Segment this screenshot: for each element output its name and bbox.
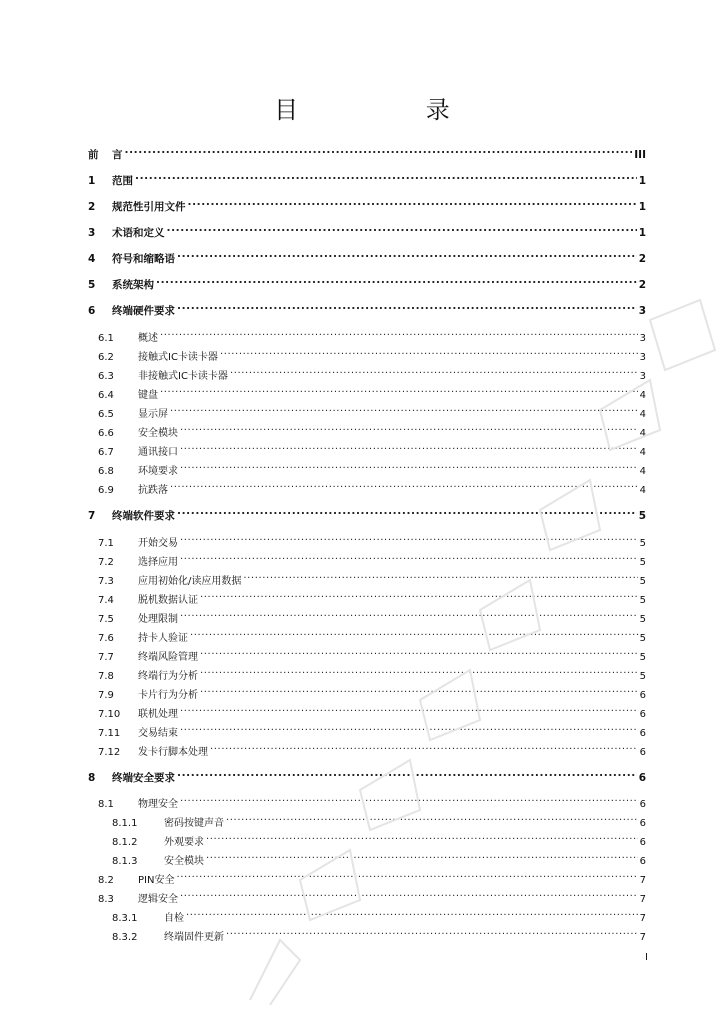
toc-entry-page: 6: [639, 818, 646, 829]
toc-entry[interactable]: [98, 344, 646, 363]
toc-entry-number: 8.1.1: [112, 818, 138, 829]
toc-leader-dots: [160, 325, 638, 341]
toc-entry-number: 6.3: [98, 371, 114, 382]
toc-leader-dots: [200, 644, 638, 660]
toc-leader-dots: [200, 587, 638, 603]
toc-entry-title: 开始交易: [138, 538, 178, 549]
toc-leader-dots: [180, 420, 638, 436]
toc-entry-page: 1: [638, 175, 646, 187]
toc-entry-page: 6: [639, 728, 646, 739]
toc-entry-number: 7.5: [98, 614, 114, 625]
toc-leader-dots: [200, 663, 638, 679]
toc-entry-title: 言: [112, 149, 123, 161]
toc-entry-page: 4: [639, 447, 646, 458]
page-number: I: [645, 952, 648, 963]
toc-entry-number: 7.9: [98, 690, 114, 701]
toc-entry[interactable]: [88, 142, 646, 161]
toc-entry-title: 术语和定义: [112, 227, 165, 239]
toc-entry-title: 终端软件要求: [112, 510, 175, 522]
toc-entry-page: 5: [639, 652, 646, 663]
toc-entry-title: 抗跌落: [138, 485, 168, 496]
toc-entry-page: 5: [638, 510, 646, 522]
toc-entry-number: 前: [88, 149, 99, 161]
toc-entry-page: 7: [639, 932, 646, 943]
toc-entry[interactable]: [98, 420, 646, 439]
toc-entry-number: 8.3.1: [112, 913, 138, 924]
toc-leader-dots: [180, 606, 638, 622]
toc-entry-number: 7: [88, 510, 96, 522]
toc-entry[interactable]: [112, 848, 646, 867]
toc-entry[interactable]: [98, 606, 646, 625]
toc-entry-number: 6.9: [98, 485, 114, 496]
toc-entry-page: 6: [639, 856, 646, 867]
toc-entry[interactable]: [98, 682, 646, 701]
toc-entry[interactable]: [88, 298, 646, 317]
toc-entry-number: 6.1: [98, 333, 114, 344]
toc-leader-dots: [170, 401, 638, 417]
toc-entry[interactable]: [112, 924, 646, 943]
toc-leader-dots: [167, 220, 637, 236]
toc-entry[interactable]: [88, 220, 646, 239]
toc-entry[interactable]: [98, 625, 646, 644]
toc-leader-dots: [180, 886, 638, 902]
toc-entry-page: 2: [638, 279, 646, 291]
toc-entry-title: 符号和缩略语: [112, 253, 175, 265]
toc-entry[interactable]: [112, 905, 646, 924]
toc-entry[interactable]: [98, 477, 646, 496]
toc-leader-dots: [177, 503, 637, 519]
toc-leader-dots: [190, 625, 638, 641]
toc-leader-dots: [160, 382, 638, 398]
toc-entry-number: 7.12: [98, 747, 121, 758]
toc-entry-title: 安全模块: [164, 856, 204, 867]
toc-entry-page: 6: [639, 690, 646, 701]
toc-entry-number: 7.2: [98, 557, 114, 568]
toc-entry-page: 7: [639, 913, 646, 924]
toc-entry-page: 3: [639, 352, 646, 363]
toc-entry-title: 密码按键声音: [164, 818, 224, 829]
toc-entry-number: 8.1.2: [112, 837, 138, 848]
toc-entry-title: PIN安全: [138, 875, 175, 886]
toc-entry-number: 2: [88, 201, 96, 213]
toc-entry-number: 7.11: [98, 728, 121, 739]
toc-entry-page: 5: [639, 671, 646, 682]
toc-entry-title: 规范性引用文件: [112, 201, 186, 213]
toc-heading: 目 录: [274, 96, 510, 124]
toc-entry[interactable]: [88, 194, 646, 213]
toc-entry-title: 逻辑安全: [138, 894, 178, 905]
toc-entry[interactable]: [88, 272, 646, 291]
toc-leader-dots: [156, 272, 637, 288]
toc-entry[interactable]: [98, 401, 646, 420]
toc-entry[interactable]: [98, 720, 646, 739]
toc-leader-dots: [200, 682, 638, 698]
toc-entry-title: 发卡行脚本处理: [138, 747, 208, 758]
toc-entry-title: 应用初始化/读应用数据: [138, 576, 242, 587]
toc-leader-dots: [180, 791, 638, 807]
toc-entry-title: 安全模块: [138, 428, 178, 439]
toc-entry-page: 3: [639, 371, 646, 382]
toc-entry-page: 6: [638, 772, 646, 784]
toc-entry-number: 7.10: [98, 709, 121, 720]
toc-entry-title: 终端风险管理: [138, 652, 198, 663]
toc-entry-title: 终端固件更新: [164, 932, 224, 943]
toc-entry-number: 8.2: [98, 875, 114, 886]
toc-entry-page: 4: [639, 485, 646, 496]
toc-entry[interactable]: [98, 458, 646, 477]
toc-entry-title: 终端硬件要求: [112, 305, 175, 317]
toc-entry[interactable]: [98, 867, 646, 886]
toc-entry-title: 脱机数据认证: [138, 595, 198, 606]
toc-entry-title: 系统架构: [112, 279, 154, 291]
toc-leader-dots: [177, 765, 637, 781]
toc-entry-number: 6.8: [98, 466, 114, 477]
toc-entry-page: 5: [639, 576, 646, 587]
toc-entry-page: 3: [639, 333, 646, 344]
toc-entry-title: 非接触式IC卡读卡器: [138, 371, 228, 382]
toc-leader-dots: [226, 924, 638, 940]
toc-entry-page: 6: [639, 799, 646, 810]
toc-entry[interactable]: [98, 325, 646, 344]
toc-entry-page: 6: [639, 747, 646, 758]
toc-leader-dots: [170, 477, 638, 493]
toc-entry-page: 1: [638, 201, 646, 213]
toc-leader-dots: [125, 142, 633, 158]
toc-entry-page: 6: [639, 709, 646, 720]
toc-entry[interactable]: [98, 644, 646, 663]
toc-leader-dots: [180, 701, 638, 717]
toc-leader-dots: [176, 867, 637, 883]
toc-entry-number: 8: [88, 772, 96, 784]
toc-entry-number: 7.3: [98, 576, 114, 587]
toc-entry-title: 持卡人验证: [138, 633, 188, 644]
toc-entry[interactable]: [98, 886, 646, 905]
toc-entry-number: 1: [88, 175, 96, 187]
toc-entry-page: 7: [639, 875, 646, 886]
toc-entry-title: 终端安全要求: [112, 772, 175, 784]
toc-entry-page: 5: [639, 614, 646, 625]
toc-leader-dots: [206, 848, 638, 864]
toc-entry-number: 7.4: [98, 595, 114, 606]
toc-entry-number: 8.3: [98, 894, 114, 905]
toc-entry-title: 联机处理: [138, 709, 178, 720]
toc-entry-title: 交易结束: [138, 728, 178, 739]
toc-entry-title: 物理安全: [138, 799, 178, 810]
toc-entry-number: 6.4: [98, 390, 114, 401]
toc-entry-page: III: [634, 149, 646, 161]
toc-entry-page: 3: [638, 305, 646, 317]
toc-entry[interactable]: [98, 587, 646, 606]
toc-entry-title: 接触式IC卡读卡器: [138, 352, 218, 363]
toc-leader-dots: [180, 530, 638, 546]
toc-entry-number: 4: [88, 253, 96, 265]
toc-leader-dots: [206, 829, 638, 845]
toc-entry-title: 外观要求: [164, 837, 204, 848]
toc-entry-page: 5: [639, 595, 646, 606]
toc-entry[interactable]: [98, 439, 646, 458]
toc-leader-dots: [135, 168, 637, 184]
toc-entry-page: 5: [639, 633, 646, 644]
toc-entry[interactable]: [88, 503, 646, 522]
toc-leader-dots: [177, 298, 637, 314]
toc-entry-number: 8.1.3: [112, 856, 138, 867]
toc-entry-number: 6.5: [98, 409, 114, 420]
toc-entry-title: 终端行为分析: [138, 671, 198, 682]
toc-entry-title: 显示屏: [138, 409, 168, 420]
toc-entry[interactable]: [88, 246, 646, 265]
toc-entry[interactable]: [98, 530, 646, 549]
toc-entry-number: 7.7: [98, 652, 114, 663]
toc-entry-number: 7.8: [98, 671, 114, 682]
toc-entry-page: 4: [639, 409, 646, 420]
toc-entry[interactable]: [98, 363, 646, 382]
toc-leader-dots: [188, 194, 637, 210]
toc-entry-title: 通讯接口: [138, 447, 178, 458]
toc-entry[interactable]: [98, 739, 646, 758]
toc-entry-number: 6.2: [98, 352, 114, 363]
toc-leader-dots: [230, 363, 638, 379]
toc-entry-title: 范围: [112, 175, 133, 187]
toc-entry-title: 卡片行为分析: [138, 690, 198, 701]
toc-leader-dots: [177, 246, 637, 262]
toc-entry-title: 自检: [164, 913, 184, 924]
toc-entry[interactable]: [98, 663, 646, 682]
toc-entry-number: 3: [88, 227, 96, 239]
toc-leader-dots: [180, 439, 638, 455]
toc-entry-page: 2: [638, 253, 646, 265]
toc-entry-page: 6: [639, 837, 646, 848]
toc-entry-page: 4: [639, 428, 646, 439]
toc-entry[interactable]: [88, 765, 646, 784]
toc-leader-dots: [210, 739, 638, 755]
toc-entry[interactable]: [98, 568, 646, 587]
toc-leader-dots: [180, 720, 638, 736]
toc-entry[interactable]: [98, 382, 646, 401]
toc-entry-title: 键盘: [138, 390, 158, 401]
toc-entry-number: 7.6: [98, 633, 114, 644]
toc-entry-number: 8.1: [98, 799, 114, 810]
toc-leader-dots: [180, 549, 638, 565]
toc-leader-dots: [180, 458, 638, 474]
toc-entry[interactable]: [98, 701, 646, 720]
toc-leader-dots: [220, 344, 638, 360]
toc-entry-number: 8.3.2: [112, 932, 138, 943]
toc-entry-page: 4: [639, 466, 646, 477]
toc-entry[interactable]: [112, 829, 646, 848]
toc-entry-title: 处理限制: [138, 614, 178, 625]
toc-entry-number: 6.7: [98, 447, 114, 458]
toc-entry-title: 概述: [138, 333, 158, 344]
toc-entry-title: 环境要求: [138, 466, 178, 477]
toc-entry-title: 选择应用: [138, 557, 178, 568]
toc-entry[interactable]: [112, 810, 646, 829]
toc-entry-page: 5: [639, 557, 646, 568]
toc-entry[interactable]: [98, 791, 646, 810]
toc-entry-number: 6.6: [98, 428, 114, 439]
toc-entry-number: 7.1: [98, 538, 114, 549]
toc-entry[interactable]: [98, 549, 646, 568]
toc-entry-page: 7: [639, 894, 646, 905]
toc-entry-page: 1: [638, 227, 646, 239]
toc-leader-dots: [226, 810, 638, 826]
toc-entry-page: 5: [639, 538, 646, 549]
toc-entry-page: 4: [639, 390, 646, 401]
toc-leader-dots: [243, 568, 637, 584]
toc-entry[interactable]: [88, 168, 646, 187]
toc-entry-number: 6: [88, 305, 96, 317]
toc-entry-number: 5: [88, 279, 96, 291]
toc-leader-dots: [186, 905, 638, 921]
